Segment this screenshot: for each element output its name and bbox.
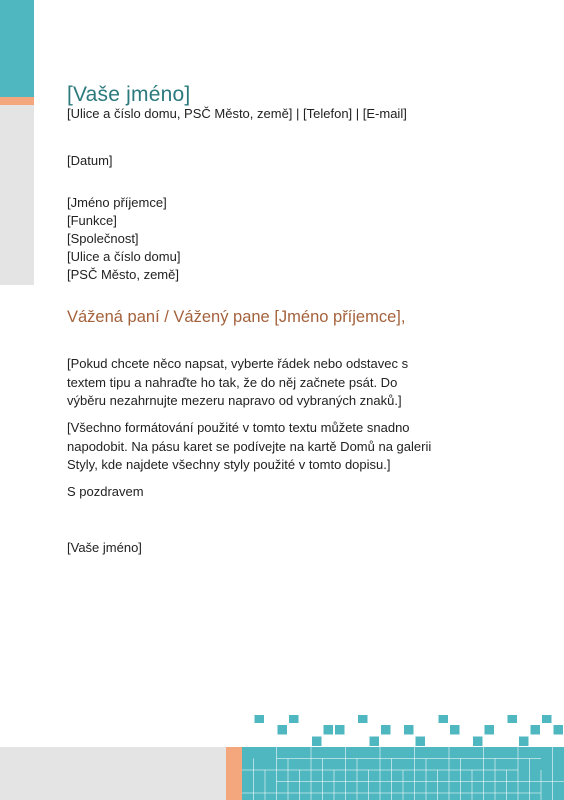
left-accent-orange-bar bbox=[0, 97, 34, 105]
bottom-gray-band bbox=[0, 747, 226, 800]
left-accent-gray-bar bbox=[0, 105, 34, 285]
sender-name[interactable]: [Vaše jméno] bbox=[67, 83, 191, 106]
decorative-pixel-pattern bbox=[242, 715, 564, 800]
recipient-name[interactable]: [Jméno příjemce] bbox=[67, 195, 167, 210]
bottom-orange-band bbox=[226, 747, 242, 800]
signature-name[interactable]: [Vaše jméno] bbox=[67, 540, 142, 555]
left-accent-teal-bar bbox=[0, 0, 34, 97]
date-field[interactable]: [Datum] bbox=[67, 153, 113, 168]
body-paragraph-2[interactable]: [Všechno formátování použité v tomto textu můžete snadno napodobit. Na pásu karet se podívejte na kartě Domů na galerii Styly, kde najdete všechny styly použité v tomto dopisu.] bbox=[67, 420, 432, 472]
recipient-street[interactable]: [Ulice a číslo domu] bbox=[67, 249, 181, 264]
recipient-company[interactable]: [Společnost] bbox=[67, 231, 139, 246]
sender-contact[interactable]: [Ulice a číslo domu, PSČ Město, země] | [Telefon] | [E-mail] bbox=[67, 106, 407, 121]
body-paragraph-1[interactable]: [Pokud chcete něco napsat, vyberte řádek nebo odstavec s textem tipu a nahraďte ho tak, že do něj začnete psát. Do výběru nezahrnujte mezeru napravo od vybraných znaků.] bbox=[67, 356, 409, 408]
letter-greeting[interactable]: Vážená paní / Vážený pane [Jméno příjemce], bbox=[67, 308, 406, 326]
recipient-city[interactable]: [PSČ Město, země] bbox=[67, 267, 179, 282]
recipient-title[interactable]: [Funkce] bbox=[67, 213, 117, 228]
closing-text[interactable]: S pozdravem bbox=[67, 484, 144, 499]
